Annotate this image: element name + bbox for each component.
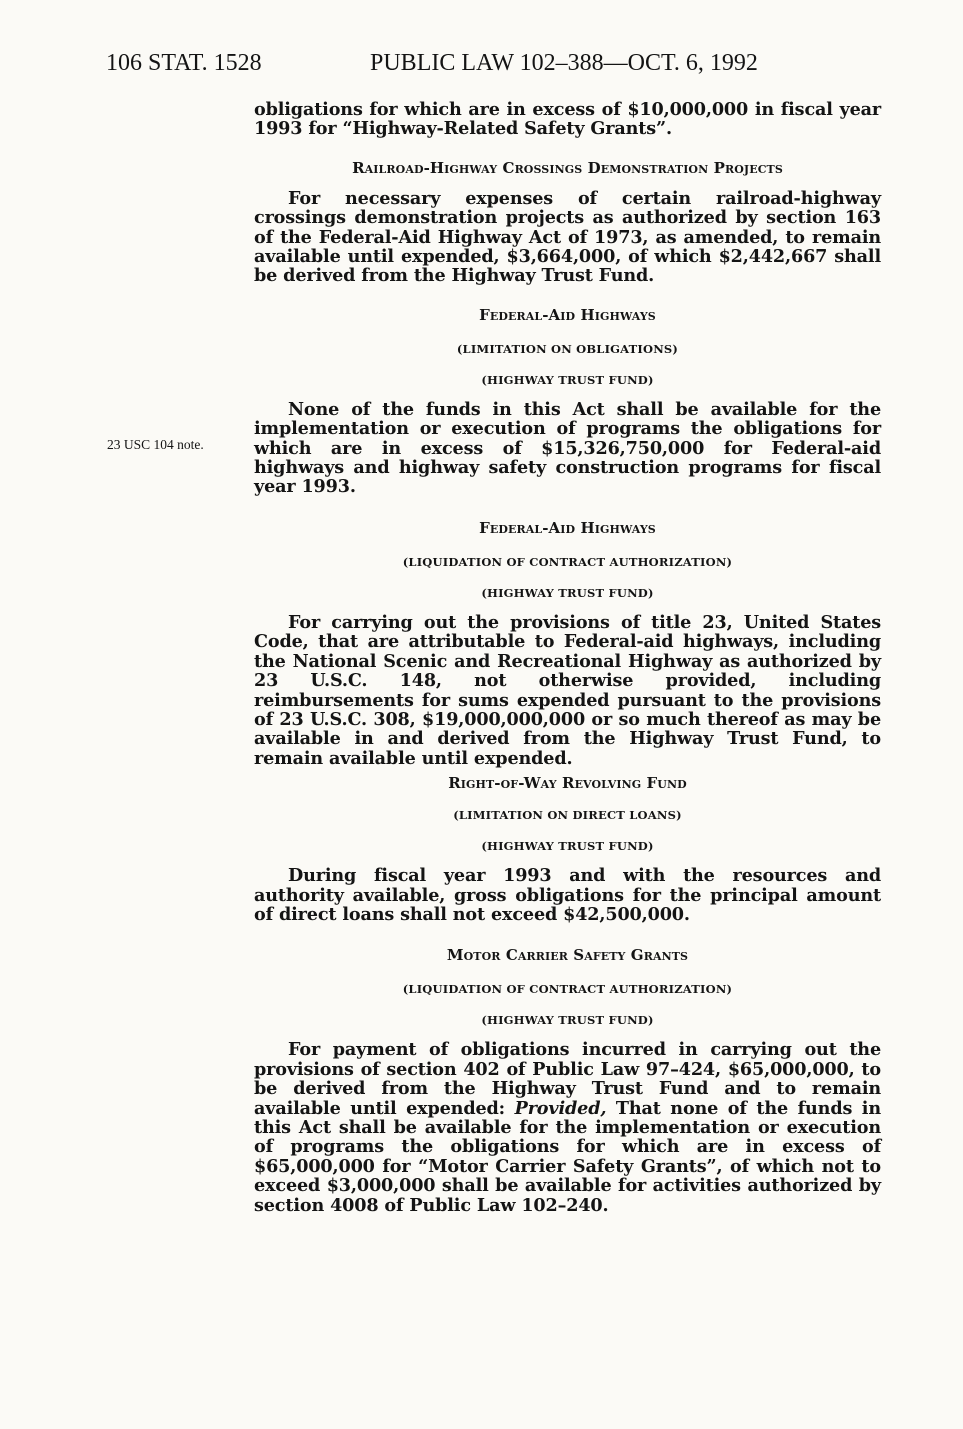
page-body — [254, 100, 881, 1215]
subheading-highway-trust-fund-4: (HIGHWAY TRUST FUND) — [481, 1013, 654, 1028]
railroad-crossings-paragraph: For necessary expenses of certain railroad-highway crossings demonstration projects as authorized by section 163 of the Federal-Aid Highway Act of 1973, as amended, to remain available until expended, $3,664,000, of which $2,442,667 shall be derived from the Highway Trust Fund. — [254, 187, 881, 287]
heading-right-of-way-revolving-fund: Right-of-Way Revolving Fund — [448, 774, 687, 793]
motor-carrier-text-a: For payment of obligations incurred in carrying out the provisions of section 402 of Public Law 97–424, $65,000,000, to be derived from the Highway Trust Fund and to remain available until expended: — [254, 1039, 881, 1119]
motor-carrier-paragraph — [254, 1040, 881, 1215]
subheading-highway-trust-fund-2: (HIGHWAY TRUST FUND) — [481, 585, 654, 600]
subheading-liquidation-contract-authorization-2: (LIQUIDATION OF CONTRACT AUTHORIZATION) — [402, 982, 733, 997]
subheading-limitation-on-direct-loans: (LIMITATION ON DIRECT LOANS) — [453, 808, 682, 823]
motor-carrier-text-b: That none of the funds in this Act shall be available for the implementation or execution of programs the obligations for which are in excess of $65,000,000 for “Motor Carrier Safety Grants”, of which not to exceed $3,000,000 shall be available for activities authorized by section 4008 of Public Law 102–240. — [254, 1097, 881, 1216]
subheading-highway-trust-fund-3: (HIGHWAY TRUST FUND) — [481, 839, 654, 854]
federal-aid-limitation-paragraph: None of the funds in this Act shall be available for the implementation or execution of programs the obligations for which are in excess of $15,326,750,000 for Federal-aid highways and highway safety construction programs for fiscal year 1993. — [254, 398, 881, 498]
law-citation: PUBLIC LAW 102–388—OCT. 6, 1992 — [370, 50, 758, 76]
margin-note: 23 USC 104 note. — [107, 437, 204, 452]
provided-emphasis: Provided, — [514, 1097, 607, 1119]
heading-railroad-highway-crossings: Railroad-Highway Crossings Demonstration Projects — [352, 158, 783, 177]
heading-motor-carrier-safety-grants: Motor Carrier Safety Grants — [446, 946, 689, 965]
subheading-limitation-on-obligations: (LIMITATION ON OBLIGATIONS) — [456, 341, 679, 356]
heading-federal-aid-highways-1: Federal-Aid Highways — [479, 305, 656, 324]
right-of-way-paragraph: During fiscal year 1993 and with the resources and authority available, gross obligations for the principal amount of direct loans shall not exceed $42,500,000. — [254, 865, 881, 925]
heading-federal-aid-highways-2: Federal-Aid Highways — [479, 518, 656, 537]
federal-aid-liquidation-paragraph: For carrying out the provisions of title 23, United States Code, that are attributable to Federal-aid highways, including the National Scenic and Recreational Highway as authorized by 23 U.S.C. 148, not otherwise provided, including reimbursements for sums expended pursuant to the provisions of 23 U.S.C. 308, $19,000,000,000 or so much thereof as may be available in and derived from the Highway Trust Fund, to remain available until expended. — [254, 611, 881, 769]
subheading-liquidation-contract-authorization-1: (LIQUIDATION OF CONTRACT AUTHORIZATION) — [402, 554, 733, 569]
page-number: 106 STAT. 1528 — [106, 50, 262, 76]
subheading-highway-trust-fund-1: (HIGHWAY TRUST FUND) — [481, 372, 654, 387]
intro-paragraph: obligations for which are in excess of $10,000,000 in fiscal year 1993 for “Highway-Related Safety Grants”. — [254, 99, 881, 140]
